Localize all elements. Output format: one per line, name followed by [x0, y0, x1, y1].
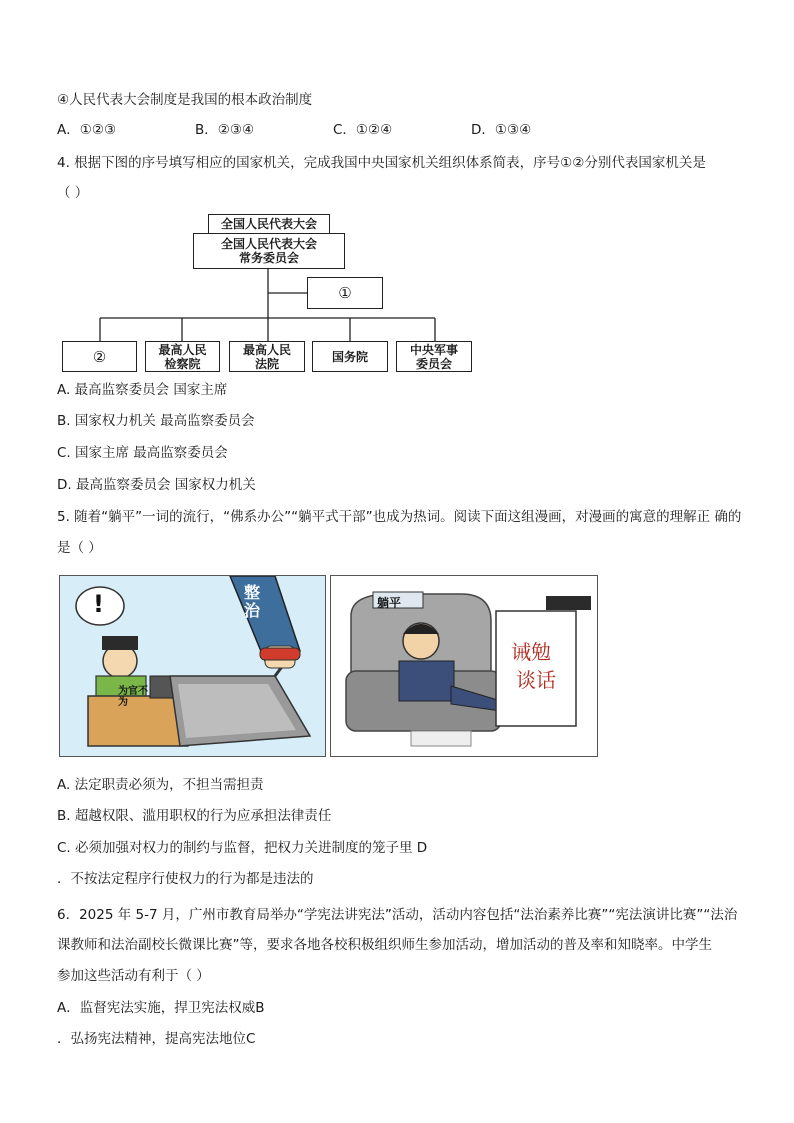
state-council-box — [312, 341, 388, 372]
q4-stem: 4. 根据下图的序号填写相应的国家机关，完成我国中央国家机关组织体系简表，序号①②分别代表国家机关是 — [57, 155, 706, 171]
npc-box — [208, 214, 330, 234]
q4-option-c[interactable]: C. 国家主席 最高监察委员会 — [57, 445, 228, 461]
sofa-label-text: 躺平 — [377, 596, 402, 610]
q3-option-a[interactable]: A．①②③ — [57, 122, 117, 138]
cmc-label-line1: 中央军事 — [409, 342, 458, 357]
q6-stem-line2: 课教师和法治副校长微课比赛”等，要求各地各校积极组织师生参加活动，增加活动的普及率和知晓率。中学生 — [57, 937, 712, 953]
q4-option-d[interactable]: D. 最高监察委员会 国家权力机关 — [57, 477, 256, 493]
q3-option-b[interactable]: B．②③④ — [195, 122, 255, 138]
cmc-label-line2: 委员会 — [415, 356, 452, 371]
q3-option-c[interactable]: C．①②④ — [333, 122, 393, 138]
cartoon-panel-1 — [59, 575, 326, 757]
q4-stem-blank: （ ） — [57, 185, 89, 201]
state-council-label: 国务院 — [331, 349, 368, 364]
court-label-line1: 最高人民 — [242, 342, 291, 357]
slot-2-label: ② — [92, 347, 107, 366]
q5-option-c[interactable]: C. 必须加强对权力的制约与监督，把权力关进制度的笼子里 D — [57, 840, 428, 856]
q6-stem-line3: 参加这些活动有利于（ ） — [57, 968, 210, 984]
cartoon-panel-2 — [330, 575, 598, 757]
slot-1-box — [307, 277, 383, 309]
q5-stem: 5. 随着“躺平”一词的流行，“佛系办公”“躺平式干部”也成为热词。阅读下面这组漫画，对漫画的寓意的理解正 确的 — [57, 509, 742, 525]
slot-2-box — [62, 341, 137, 372]
q3-item-4: ④人民代表大会制度是我国的根本政治制度 — [57, 92, 313, 108]
court-label-line2: 法院 — [254, 356, 279, 371]
q4-option-b[interactable]: B. 国家权力机关 最高监察委员会 — [57, 413, 255, 429]
inaction-sign-text: 为官不为 — [118, 686, 148, 708]
q6-stem-line1: 6．2025 年 5-7 月，广州市教育局举办“学宪法讲宪法”活动，活动内容包括“法治素养比赛”“宪法演讲比赛”“法治 — [57, 907, 738, 923]
npcsc-label-line1: 全国人民代表大会 — [220, 237, 317, 251]
exclaim-mark: ! — [93, 590, 104, 618]
procuratorate-label-line2: 检察院 — [164, 356, 201, 371]
npcsc-label-line2: 常务委员会 — [238, 251, 299, 265]
q5-option-b[interactable]: B. 超越权限、滥用职权的行为应承担法律责任 — [57, 808, 332, 824]
admonition-paper-line1: 诫勉 — [511, 640, 551, 664]
q5-option-a[interactable]: A. 法定职责必须为，不担当需担责 — [57, 777, 264, 793]
q6-option-b[interactable]: ．弘扬宪法精神，提高宪法地位C — [57, 1031, 256, 1047]
procuratorate-label-line1: 最高人民 — [158, 342, 207, 357]
rectify-sleeve-text: 整治 — [244, 583, 261, 620]
npc-label: 全国人民代表大会 — [220, 217, 317, 231]
slot-1-label: ① — [338, 284, 352, 302]
q3-option-d[interactable]: D．①③④ — [471, 122, 532, 138]
q5-stem-blank: 是（ ） — [57, 540, 102, 556]
admonition-paper-line2: 谈话 — [516, 668, 556, 692]
cmc-box — [396, 341, 472, 372]
npcsc-box — [193, 233, 345, 269]
q5-option-d[interactable]: ．不按法定程序行使权力的行为都是违法的 — [57, 871, 314, 887]
q6-option-a[interactable]: A．监督宪法实施，捍卫宪法权威B — [57, 1000, 265, 1016]
q4-option-a[interactable]: A. 最高监察委员会 国家主席 — [57, 382, 228, 398]
court-box — [229, 341, 305, 372]
cartoon-2-drawing — [331, 576, 598, 757]
procuratorate-box — [145, 341, 220, 372]
